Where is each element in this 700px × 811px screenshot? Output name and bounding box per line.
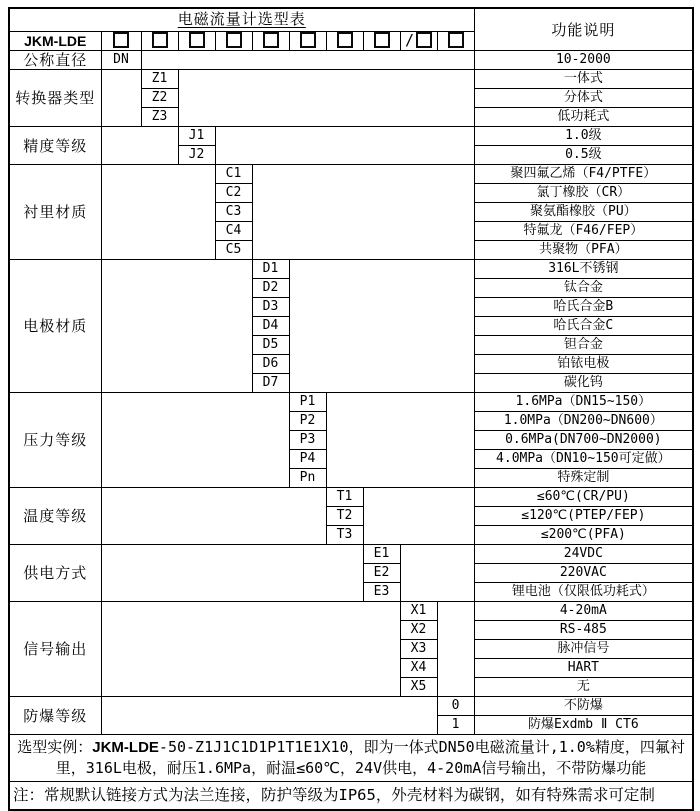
spacer-cell	[437, 602, 474, 697]
code-cell: X2	[400, 621, 437, 640]
description-cell: 共聚物（PFA）	[474, 241, 693, 260]
description-cell: 防爆Exdmb Ⅱ CT6	[474, 716, 693, 735]
option-checkbox[interactable]	[337, 32, 353, 48]
option-checkbox[interactable]	[113, 32, 129, 48]
section-label: 电极材质	[9, 260, 101, 393]
description-cell: 锂电池（仅限低功耗式）	[474, 583, 693, 602]
description-cell: 低功耗式	[474, 108, 693, 127]
spacer-cell	[101, 260, 252, 393]
code-slot-cell	[400, 32, 437, 51]
selection-example	[9, 735, 693, 782]
code-cell: X5	[400, 678, 437, 697]
description-cell: ≤200℃(PFA)	[474, 526, 693, 545]
code-cell: P3	[289, 431, 326, 450]
description-cell: 0.5级	[474, 146, 693, 165]
description-cell: 24VDC	[474, 545, 693, 564]
section-label: 公称直径	[9, 51, 101, 70]
selection-table	[8, 7, 694, 811]
option-checkbox[interactable]	[374, 32, 390, 48]
option-checkbox[interactable]	[263, 32, 279, 48]
description-cell: 4-20mA	[474, 602, 693, 621]
model-prefix: JKM-LDE	[9, 32, 101, 51]
code-cell: Z1	[141, 70, 178, 89]
code-slot-cell	[289, 32, 326, 51]
example-label: 选型实例：	[17, 738, 93, 756]
function-column-header: 功能说明	[474, 8, 693, 51]
spacer-cell	[101, 165, 215, 260]
description-cell: 10-2000	[474, 51, 693, 70]
code-cell: X1	[400, 602, 437, 621]
code-cell: C3	[215, 203, 252, 222]
description-cell: 220VAC	[474, 564, 693, 583]
spacer-cell	[178, 70, 474, 127]
spacer-cell	[101, 127, 178, 165]
code-cell: D3	[252, 298, 289, 317]
description-cell: 1.0级	[474, 127, 693, 146]
description-cell: 特殊定制	[474, 469, 693, 488]
code-cell: J1	[178, 127, 215, 146]
footer-note: 注：常规默认链接方式为法兰连接，防护等级为IP65，外壳材料为碳钢，如有特殊需求可定制	[9, 782, 693, 811]
description-cell: 4.0MPa（DN10~150可定做）	[474, 450, 693, 469]
code-cell: E2	[363, 564, 400, 583]
code-cell: 1	[437, 716, 474, 735]
code-cell: Pn	[289, 469, 326, 488]
description-cell: ≤120℃(PTEP/FEP)	[474, 507, 693, 526]
code-slot-cell	[363, 32, 400, 51]
description-cell: 哈氏合金C	[474, 317, 693, 336]
code-slot-cell	[101, 32, 141, 51]
spacer-cell	[326, 393, 474, 488]
code-cell: P4	[289, 450, 326, 469]
code-cell: J2	[178, 146, 215, 165]
spacer-cell	[400, 545, 474, 602]
example-code: -50-Z1J1C1D1P1T1E1X10	[158, 738, 349, 756]
option-checkbox[interactable]	[189, 32, 205, 48]
spacer-cell	[363, 488, 474, 545]
code-cell: D7	[252, 374, 289, 393]
code-cell: Z2	[141, 89, 178, 108]
option-checkbox[interactable]	[416, 32, 432, 48]
code-cell: E3	[363, 583, 400, 602]
code-cell: Z3	[141, 108, 178, 127]
code-cell: C2	[215, 184, 252, 203]
table-title: 电磁流量计选型表	[177, 10, 306, 28]
slash-separator: /	[404, 31, 415, 49]
code-cell: DN	[101, 51, 141, 70]
section-label: 压力等级	[9, 393, 101, 488]
code-cell: X3	[400, 640, 437, 659]
code-cell: E1	[363, 545, 400, 564]
option-checkbox[interactable]	[226, 32, 242, 48]
code-cell: 0	[437, 697, 474, 716]
section-label: 防爆等级	[9, 697, 101, 735]
description-cell: 脉冲信号	[474, 640, 693, 659]
description-cell: 钽合金	[474, 336, 693, 355]
spacer-cell	[101, 602, 400, 697]
option-checkbox[interactable]	[448, 32, 464, 48]
code-slot-cell	[326, 32, 363, 51]
spacer-cell	[101, 697, 437, 735]
description-cell: 一体式	[474, 70, 693, 89]
option-checkbox[interactable]	[152, 32, 168, 48]
section-label: 转换器类型	[9, 70, 101, 127]
code-cell: D6	[252, 355, 289, 374]
code-slot-cell	[178, 32, 215, 51]
section-label: 衬里材质	[9, 165, 101, 260]
code-cell: C5	[215, 241, 252, 260]
spacer-cell	[101, 393, 289, 488]
description-cell: 0.6MPa(DN700~DN2000)	[474, 431, 693, 450]
description-cell: 分体式	[474, 89, 693, 108]
code-cell: D1	[252, 260, 289, 279]
description-cell: HART	[474, 659, 693, 678]
code-slot-cell	[141, 32, 178, 51]
description-cell: 碳化钨	[474, 374, 693, 393]
spec-sheet	[8, 7, 692, 811]
spacer-cell	[141, 51, 474, 70]
description-cell: 无	[474, 678, 693, 697]
spacer-cell	[289, 260, 474, 393]
description-cell: 聚氨酯橡胶（PU）	[474, 203, 693, 222]
spacer-cell	[101, 70, 141, 127]
code-cell: D2	[252, 279, 289, 298]
description-cell: 1.6MPa（DN15~150）	[474, 393, 693, 412]
description-cell: 钛合金	[474, 279, 693, 298]
description-cell: 1.0MPa（DN200~DN600）	[474, 412, 693, 431]
description-cell: 铂铱电极	[474, 355, 693, 374]
code-cell: P2	[289, 412, 326, 431]
section-label: 信号输出	[9, 602, 101, 697]
code-slot-cell	[252, 32, 289, 51]
section-label: 温度等级	[9, 488, 101, 545]
description-cell: 316L不锈钢	[474, 260, 693, 279]
description-cell: 氯丁橡胶（CR）	[474, 184, 693, 203]
code-cell: T1	[326, 488, 363, 507]
code-cell: D4	[252, 317, 289, 336]
option-checkbox[interactable]	[300, 32, 316, 48]
code-cell: T2	[326, 507, 363, 526]
description-cell: ≤60℃(CR/PU)	[474, 488, 693, 507]
section-label: 精度等级	[9, 127, 101, 165]
spacer-cell	[215, 127, 474, 165]
table-title-cell	[9, 8, 474, 32]
description-cell: 哈氏合金B	[474, 298, 693, 317]
section-label: 供电方式	[9, 545, 101, 602]
code-cell: P1	[289, 393, 326, 412]
description-cell: RS-485	[474, 621, 693, 640]
code-slot-cell	[437, 32, 474, 51]
example-description: ，即为一体式DN50电磁流量计,1.0%精度，四氟衬里，316L电极，耐压1.6MPa，耐温≤60℃，24V供电，4-20mA信号输出，不带防爆功能	[55, 738, 685, 777]
example-model: JKM-LDE	[92, 739, 159, 756]
spacer-cell	[252, 165, 474, 260]
spacer-cell	[101, 545, 363, 602]
description-cell: 特氟龙（F46/FEP）	[474, 222, 693, 241]
description-cell: 聚四氟乙烯（F4/PTFE）	[474, 165, 693, 184]
code-cell: X4	[400, 659, 437, 678]
code-cell: D5	[252, 336, 289, 355]
code-cell: C1	[215, 165, 252, 184]
code-cell: T3	[326, 526, 363, 545]
code-slot-cell	[215, 32, 252, 51]
description-cell: 不防爆	[474, 697, 693, 716]
spacer-cell	[101, 488, 326, 545]
code-cell: C4	[215, 222, 252, 241]
